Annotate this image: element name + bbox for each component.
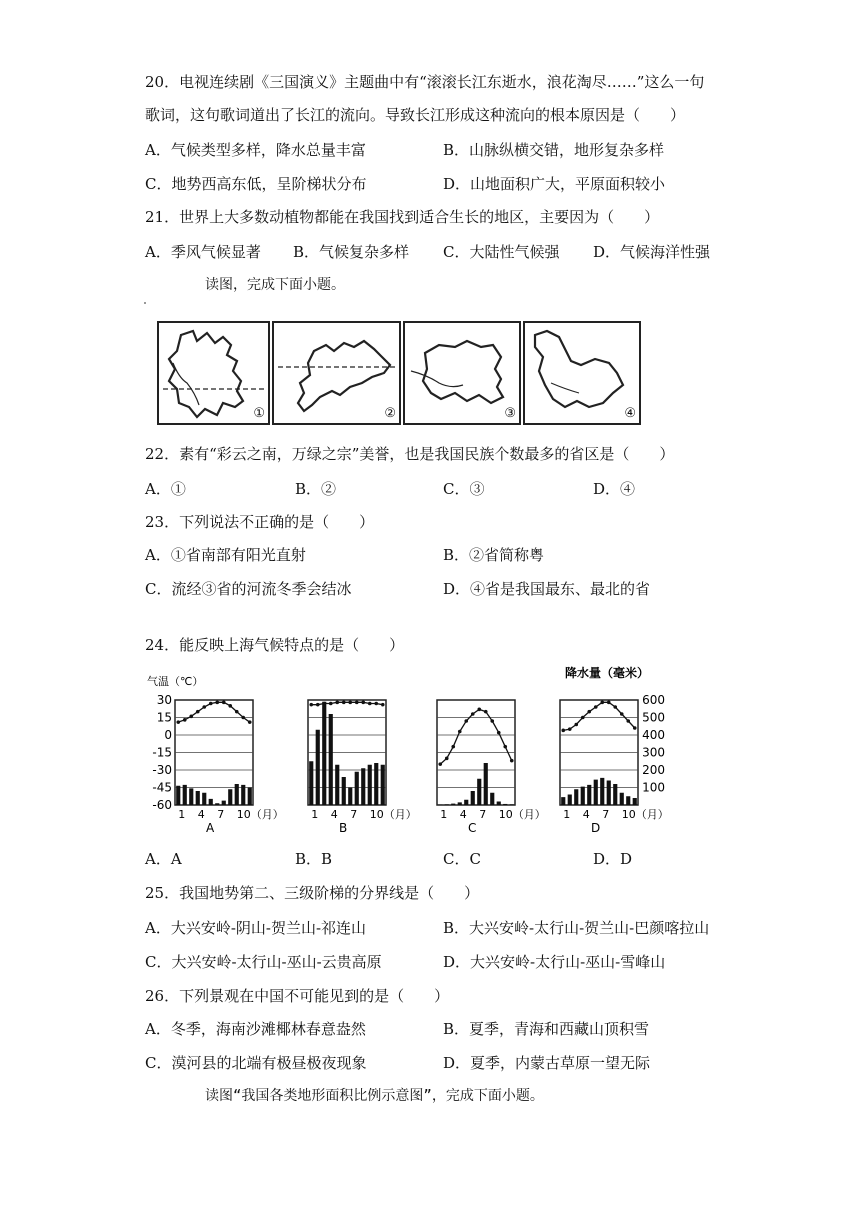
province-map-label-2: ② bbox=[384, 406, 396, 421]
q23-option-d[interactable]: D．④省是我国最东、最北的省 bbox=[443, 580, 651, 598]
temp-tick-label: 30 bbox=[156, 693, 172, 707]
precip-bar bbox=[189, 788, 193, 805]
temp-tick-label: -30 bbox=[152, 763, 172, 777]
instruction-terrain-figure: 读图“我国各类地形面积比例示意图”，完成下面小题。 bbox=[205, 1088, 544, 1104]
q26-option-d[interactable]: D．夏季，内蒙古草原一望无际 bbox=[443, 1054, 651, 1072]
precip-bar bbox=[594, 780, 598, 805]
temp-tick-label: 15 bbox=[156, 710, 172, 725]
province-outline-2 bbox=[274, 323, 399, 423]
temperature-point bbox=[322, 702, 326, 706]
precip-tick-label: 500 bbox=[642, 710, 665, 725]
province-map-4 bbox=[523, 321, 641, 425]
province-map-2 bbox=[272, 321, 401, 425]
month-tick-label: 7 bbox=[602, 808, 610, 821]
precip-bar bbox=[438, 804, 442, 805]
temp-tick-label: 0 bbox=[164, 728, 172, 742]
precip-bar bbox=[361, 768, 365, 805]
precip-bar bbox=[561, 797, 565, 805]
temperature-point bbox=[248, 720, 252, 724]
precip-bar bbox=[613, 784, 617, 805]
climate-charts bbox=[145, 665, 685, 835]
month-tick-label: 7 bbox=[350, 808, 358, 821]
precip-bar bbox=[374, 763, 378, 805]
q25-stem: 25．我国地势第二、三级阶梯的分界线是（ ） bbox=[145, 884, 480, 902]
precip-bar bbox=[484, 763, 488, 805]
precip-bar bbox=[568, 795, 572, 806]
panel-name-label: A bbox=[206, 821, 215, 835]
q20-option-b[interactable]: B．山脉纵横交错，地形复杂多样 bbox=[443, 141, 665, 159]
climate-panel-b bbox=[308, 700, 417, 835]
q21-option-c[interactable]: C．大陆性气候强 bbox=[443, 243, 560, 261]
month-tick-label: 10（月） bbox=[621, 808, 669, 821]
q20-stem-line2: 歌词，这句歌词道出了长江的流向。导致长江形成这种流向的根本原因是（ ） bbox=[145, 106, 686, 124]
temperature-point bbox=[587, 710, 591, 714]
q21-stem: 21．世界上大多数动植物都能在我国找到适合生长的地区，主要因为（ ） bbox=[145, 208, 660, 226]
precip-bar bbox=[626, 796, 630, 805]
temperature-point bbox=[368, 702, 372, 706]
month-tick-label: 1 bbox=[563, 808, 571, 821]
precip-bar bbox=[316, 730, 320, 805]
temperature-point bbox=[600, 701, 604, 705]
q22-stem: 22．素有“彩云之南，万绿之宗”美誉，也是我国民族个数最多的省区是（ ） bbox=[145, 445, 675, 463]
q22-option-b[interactable]: B．② bbox=[295, 480, 337, 498]
temperature-point bbox=[348, 701, 352, 705]
temperature-line bbox=[311, 702, 383, 704]
temperature-point bbox=[607, 701, 611, 705]
precip-bar bbox=[633, 798, 637, 805]
temperature-point bbox=[342, 701, 346, 705]
temperature-point bbox=[464, 719, 468, 723]
q21-option-d[interactable]: D．气候海洋性强 bbox=[593, 243, 711, 261]
precip-bar bbox=[587, 785, 591, 805]
month-tick-label: 4 bbox=[582, 808, 590, 821]
province-outline-3 bbox=[405, 323, 519, 423]
temperature-point bbox=[626, 719, 630, 723]
temperature-line bbox=[563, 702, 635, 730]
q23-option-c[interactable]: C．流经③省的河流冬季会结冰 bbox=[145, 580, 352, 598]
precip-bar bbox=[445, 804, 449, 805]
precip-bar bbox=[477, 779, 481, 805]
temperature-point bbox=[477, 708, 481, 712]
temperature-point bbox=[581, 716, 585, 720]
temperature-point bbox=[451, 745, 455, 749]
month-tick-label: 10（月） bbox=[498, 808, 546, 821]
temperature-point bbox=[196, 710, 200, 714]
q23-option-a[interactable]: A．①省南部有阳光直射 bbox=[145, 546, 306, 564]
climate-panel-a bbox=[175, 700, 284, 835]
province-map-label-1: ① bbox=[253, 406, 265, 421]
precip-bar bbox=[248, 788, 252, 806]
q21-option-b[interactable]: B．气候复杂多样 bbox=[293, 243, 410, 261]
q25-option-a[interactable]: A．大兴安岭-阴山-贺兰山-祁连山 bbox=[145, 919, 367, 937]
precip-bar bbox=[510, 804, 514, 805]
precip-tick-label: 600 bbox=[642, 693, 665, 707]
temperature-point bbox=[329, 702, 333, 706]
panel-name-label: C bbox=[468, 821, 477, 835]
temperature-point bbox=[594, 705, 598, 709]
temperature-point bbox=[497, 731, 501, 735]
q26-option-a[interactable]: A．冬季，海南沙滩椰林春意盎然 bbox=[145, 1020, 366, 1038]
precip-bar bbox=[335, 765, 339, 805]
temp-tick-label: -60 bbox=[152, 798, 172, 812]
precip-bar bbox=[176, 786, 180, 805]
precip-bar bbox=[235, 784, 239, 805]
temperature-point bbox=[484, 710, 488, 714]
temperature-line bbox=[178, 702, 250, 722]
temperature-point bbox=[381, 703, 385, 707]
precip-bar bbox=[497, 802, 501, 806]
temperature-point bbox=[490, 719, 494, 723]
temperature-point bbox=[235, 710, 239, 714]
precip-bar bbox=[322, 702, 326, 805]
precip-bar bbox=[607, 781, 611, 806]
q22-option-d[interactable]: D．④ bbox=[593, 480, 636, 498]
precip-bar bbox=[183, 785, 187, 805]
temperature-point bbox=[335, 701, 339, 705]
temp-tick-label: -15 bbox=[152, 745, 172, 760]
precip-bar bbox=[381, 765, 385, 805]
temperature-axis-title: 气温（℃） bbox=[147, 675, 204, 688]
temperature-point bbox=[561, 729, 565, 733]
province-outline-1 bbox=[159, 323, 268, 423]
precip-bar bbox=[368, 765, 372, 805]
month-tick-label: 7 bbox=[479, 808, 487, 821]
q25-option-b[interactable]: B．大兴安岭-太行山-贺兰山-巴颜喀拉山 bbox=[443, 919, 710, 937]
precip-bar bbox=[600, 778, 604, 805]
precip-tick-label: 100 bbox=[642, 780, 665, 795]
panel-name-label: B bbox=[339, 821, 348, 835]
precip-bar bbox=[355, 772, 359, 805]
month-tick-label: 4 bbox=[197, 808, 205, 821]
precip-bar bbox=[329, 714, 333, 805]
precip-bar bbox=[309, 761, 313, 805]
temperature-point bbox=[503, 745, 507, 749]
precip-bar bbox=[215, 803, 219, 805]
temperature-point bbox=[355, 701, 359, 705]
temperature-point bbox=[202, 705, 206, 709]
q20-stem-line1: 20．电视连续剧《三国演义》主题曲中有“滚滚长江东逝水，浪花淘尽……”这么一句 bbox=[145, 73, 705, 91]
temp-tick-label: -45 bbox=[152, 780, 172, 795]
temperature-point bbox=[568, 727, 572, 731]
q24-option-a[interactable]: A．A bbox=[145, 850, 182, 868]
precip-bar bbox=[490, 793, 494, 805]
q20-option-c[interactable]: C．地势西高东低，呈阶梯状分布 bbox=[145, 175, 367, 193]
q25-option-c[interactable]: C．大兴安岭-太行山-巫山-云贵高原 bbox=[145, 953, 382, 971]
precip-bar bbox=[228, 789, 232, 805]
precip-bar bbox=[581, 787, 585, 805]
q26-option-c[interactable]: C．漠河县的北端有极昼极夜现象 bbox=[145, 1054, 367, 1072]
temperature-point bbox=[438, 762, 442, 766]
month-tick-label: 1 bbox=[440, 808, 448, 821]
q25-option-d[interactable]: D．大兴安岭-太行山-巫山-雪峰山 bbox=[443, 953, 666, 971]
q22-option-c[interactable]: C．③ bbox=[443, 480, 485, 498]
temperature-point bbox=[620, 712, 624, 716]
q22-option-a[interactable]: A．① bbox=[145, 480, 186, 498]
temperature-point bbox=[316, 703, 320, 707]
month-tick-label: 10（月） bbox=[236, 808, 284, 821]
temperature-point bbox=[471, 712, 475, 716]
precip-bar bbox=[471, 791, 475, 805]
q20-option-d[interactable]: D．山地面积广大，平原面积较小 bbox=[443, 175, 666, 193]
province-map-1 bbox=[157, 321, 270, 425]
temperature-point bbox=[613, 705, 617, 709]
precip-bar bbox=[503, 804, 507, 805]
temperature-point bbox=[445, 757, 449, 761]
precip-tick-label: 400 bbox=[642, 728, 665, 742]
province-outline-4 bbox=[525, 323, 639, 423]
instruction-read-map: 读图，完成下面小题。 bbox=[205, 277, 345, 293]
temperature-point bbox=[209, 702, 213, 706]
month-tick-label: 10（月） bbox=[369, 808, 417, 821]
q21-option-a[interactable]: A．季风气候显著 bbox=[145, 243, 261, 261]
q23-option-b[interactable]: B．②省简称粤 bbox=[443, 546, 545, 564]
precip-bar bbox=[451, 804, 455, 805]
temperature-point bbox=[309, 703, 313, 707]
temperature-point bbox=[458, 730, 462, 734]
q24-stem: 24．能反映上海气候特点的是（ ） bbox=[145, 636, 405, 654]
q24-option-b[interactable]: B．B bbox=[295, 850, 333, 868]
province-map-label-3: ③ bbox=[504, 406, 516, 421]
q26-stem: 26．下列景观在中国不可能见到的是（ ） bbox=[145, 987, 450, 1005]
temperature-point bbox=[222, 701, 226, 705]
q20-option-a[interactable]: A．气候类型多样，降水总量丰富 bbox=[145, 141, 366, 159]
month-tick-label: 4 bbox=[330, 808, 338, 821]
temperature-point bbox=[183, 718, 187, 722]
stray-dot bbox=[144, 302, 146, 304]
climate-panel-c bbox=[437, 700, 546, 835]
temperature-point bbox=[510, 759, 514, 763]
temperature-point bbox=[215, 701, 219, 705]
temperature-point bbox=[374, 702, 378, 706]
precip-bar bbox=[196, 791, 200, 805]
temperature-point bbox=[176, 720, 180, 724]
temperature-point bbox=[633, 726, 637, 730]
precip-bar bbox=[620, 793, 624, 805]
province-map-3 bbox=[403, 321, 521, 425]
temperature-point bbox=[361, 701, 365, 705]
temperature-point bbox=[189, 715, 193, 719]
precip-tick-label: 200 bbox=[642, 763, 665, 777]
temperature-point bbox=[241, 716, 245, 720]
precip-bar bbox=[241, 785, 245, 805]
precip-bar bbox=[342, 777, 346, 805]
precip-bar bbox=[464, 800, 468, 805]
q24-option-d[interactable]: D．D bbox=[593, 850, 633, 868]
precip-bar bbox=[222, 801, 226, 805]
precip-bar bbox=[202, 793, 206, 805]
month-tick-label: 1 bbox=[311, 808, 319, 821]
temperature-point bbox=[574, 723, 578, 727]
precip-bar bbox=[458, 802, 462, 805]
precipitation-axis-title: 降水量（毫米） bbox=[565, 666, 650, 680]
q26-option-b[interactable]: B．夏季，青海和西藏山顶积雪 bbox=[443, 1020, 650, 1038]
province-map-label-4: ④ bbox=[624, 406, 636, 421]
q23-stem: 23．下列说法不正确的是（ ） bbox=[145, 513, 375, 531]
month-tick-label: 1 bbox=[178, 808, 186, 821]
precip-bar bbox=[574, 789, 578, 805]
q24-option-c[interactable]: C．C bbox=[443, 850, 481, 868]
precip-tick-label: 300 bbox=[642, 745, 665, 760]
precip-bar bbox=[209, 799, 213, 805]
month-tick-label: 7 bbox=[217, 808, 225, 821]
month-tick-label: 4 bbox=[459, 808, 467, 821]
precip-bar bbox=[348, 788, 352, 806]
temperature-point bbox=[228, 704, 232, 708]
panel-name-label: D bbox=[591, 821, 601, 835]
